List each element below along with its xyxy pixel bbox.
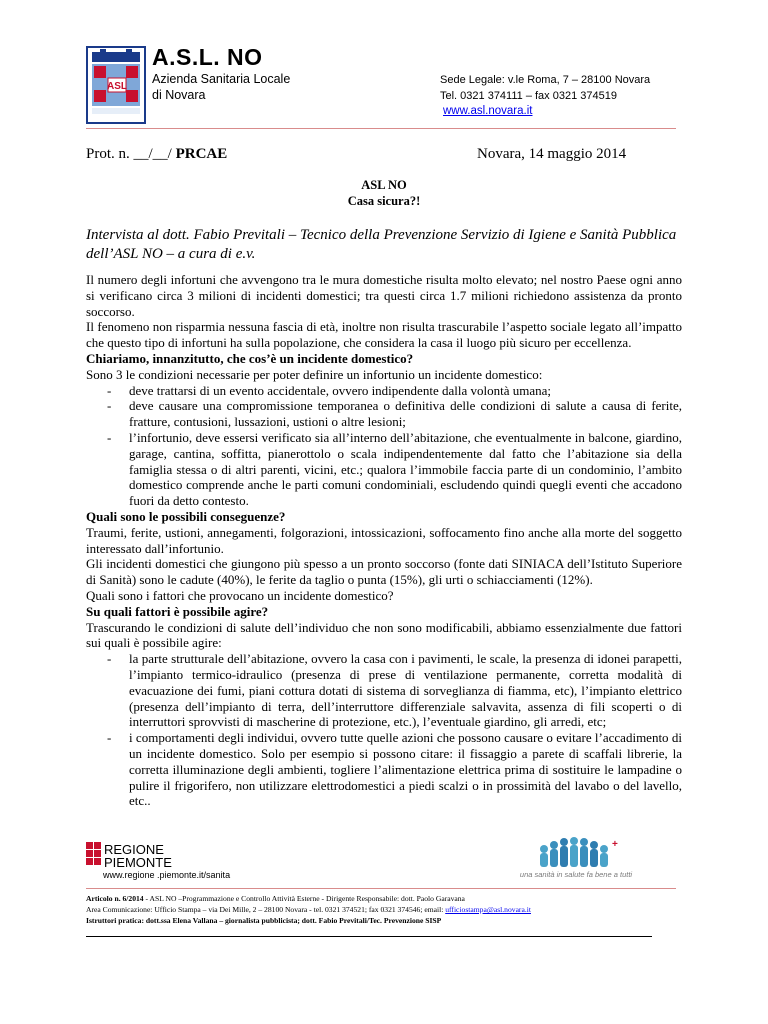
article-number: Articolo n. 6/2014 <box>86 894 144 903</box>
bullet-dash: - <box>107 429 112 445</box>
footer-line-1 <box>86 894 465 903</box>
conditions-list <box>86 383 682 509</box>
regione-label: REGIONE <box>104 842 164 857</box>
paragraph-7: Trascurando le condizioni di salute dell’individuo che non sono modificabili, abbiamo essenzialmente due fattori sui quali è possibile agire: <box>86 619 682 651</box>
svg-text:+: + <box>612 839 618 850</box>
slogan-text: una sanità in salute fa bene a tutti <box>519 870 633 879</box>
footer-line-3: Istruttori pratica: dott.ssa Elena Vallana – giornalista pubblicista; dott. Fabio Previtali/Tec. Prevenzione SISP <box>86 916 442 925</box>
footer-line-2 <box>86 905 531 914</box>
article-body <box>86 272 682 809</box>
paragraph-5: Gli incidenti domestici che giungono più spesso a un pronto soccorso (fonte dati SINIACA dell’Istituto Superiore di Sanità) sono le cadute (40%), le ferite da taglio o punta (15%), gli urti o schiacciamenti (12%). <box>86 556 682 588</box>
brand-title: A.S.L. NO <box>152 44 263 70</box>
intro-paragraph: Intervista al dott. Fabio Previtali – Tecnico della Prevenzione Servizio di Igiene e Sanità Pubblica dell’ASL NO – a cura di e.v. <box>86 227 677 262</box>
list-item-text: deve trattarsi di un evento accidentale, ovvero indipendente dalla volontà umana; <box>129 382 551 398</box>
question-1: Chiariamo, innanzitutto, che cos’è un incidente domestico? <box>86 350 414 366</box>
address-line-1: Sede Legale: v.le Roma, 7 – 28100 Novara <box>440 74 651 86</box>
list-item <box>86 430 682 509</box>
paragraph-2: Il fenomeno non risparmia nessuna fascia di età, inoltre non risulta trascurabile l’aspetto sociale legato all’impatto che questo tipo di infortuni ha sulla popolazione, che considera la casa il luogo più sicuro per eccellenza. <box>86 319 682 351</box>
heading-line-1: ASL NO <box>361 178 407 192</box>
website-link[interactable]: www.asl.novara.it <box>443 105 533 117</box>
bullet-dash: - <box>107 730 112 746</box>
list-item-text: l’infortunio, deve essersi verificato sia all’interno dell’abitazione, che eventualmente in balcone, giardino, garage, cantina, soffitta, pianerottolo o scala indipendentemente dal fatto che l’abitazione sia della famiglia stessa o di altri parenti, vicini, etc.; qualora l’immobile faccia parte di un condominio, l’ambito domestico comprende anche le parti comuni condominiali, escludendo quindi quegli eventi che accadono fuori da detto contesto. <box>129 429 682 509</box>
protocol-prefix: Prot. n. __/__/ <box>86 146 176 162</box>
protocol-number <box>86 146 227 163</box>
document-date: Novara, 14 maggio 2014 <box>477 146 627 162</box>
paragraph-1: Il numero degli infortuni che avvengono tra le mura domestiche risulta molto elevato; nel nostro Paese ogni anno si verificano circa 3 milioni di incidenti domestici; tra questi circa 1.7 milioni richiedono assistenza da pronto soccorso. <box>86 272 682 319</box>
bullet-dash: - <box>107 398 112 414</box>
heading-line-2: Casa sicura?! <box>347 194 421 208</box>
asl-no-logo <box>86 46 146 124</box>
bullet-dash: - <box>107 382 112 398</box>
footer-divider <box>86 888 676 889</box>
email-link[interactable]: ufficiostampa@asl.novara.it <box>445 905 531 914</box>
logo-text: ASL <box>107 81 127 92</box>
list-item-text: deve causare una compromissione temporanea o definitiva delle condizioni di salute a causa di ferite, fratture, contusioni, lussazioni, ustioni o altre lesioni; <box>129 398 682 430</box>
footer-bottom-rule <box>86 936 652 937</box>
brand-subtitle-1: Azienda Sanitaria Locale <box>152 72 291 86</box>
footer-responsible: - ASL NO –Programmazione e Controllo Attività Esterne - Dirigente Responsabile: dott. Paolo Garavana <box>143 894 465 903</box>
list-item-text: i comportamenti degli individui, ovvero tutte quelle azioni che possono causare o evitare l’accadimento di un incidente domestico. Solo per esempio si possono citare: il fissaggio a parete di scaffali librerie, la corretta illuminazione degli ambienti, togliere l’alimentazione elettrica prima di sostituire le lampadine o pulire il frigorifero, non utilizzare elettrodomestici a piedi scalzi o in prossimità del lavabo o del lavello, etc.. <box>129 730 682 809</box>
paragraph-3: Sono 3 le condizioni necessarie per poter definire un infortunio un incidente domestico: <box>86 366 543 382</box>
bullet-dash: - <box>107 651 112 667</box>
factors-list <box>86 651 682 809</box>
list-item <box>86 651 682 730</box>
list-item <box>86 398 682 430</box>
list-item <box>86 383 682 399</box>
list-item-text: la parte strutturale dell’abitazione, ovvero la casa con i pavimenti, le scale, la presenza di idonei parapetti, l’impianto termico-idraulico (presenza di prese di ventilazione permanente, corretta modalità di evacuazione dei fumi, piani cottura dotati di sistema di sorveglianza di fiamma, etc), l’impianto elettrico (presenza dell’impianto di terra, dell’interruttore differenziale salvavita, assenza di fili scoperti o di interruttori sprovvisti di mascherine di protezione, etc.), l’eventuale giardino, gli arredi, etc; <box>129 651 682 730</box>
piemonte-label: PIEMONTE <box>104 855 172 870</box>
paragraph-4: Traumi, ferite, ustioni, annegamenti, folgorazioni, intossicazioni, soffocamento fino anche alla morte del soggetto interessato dall’infortunio. <box>86 524 682 556</box>
protocol-code: PRCAE <box>175 146 228 162</box>
list-item <box>86 730 682 809</box>
footer-contact: Area Comunicazione: Ufficio Stampa – via Dei Mille, 2 – 28100 Novara - tel. 0321 374521; fax 0321 374546; email: <box>86 905 446 914</box>
brand-subtitle-2: di Novara <box>152 88 206 102</box>
sanita-slogan-logo <box>516 827 636 883</box>
paragraph-6: Quali sono i fattori che provocano un incidente domestico? <box>86 587 394 603</box>
regione-url: www.regione .piemonte.it/sanita <box>103 870 231 880</box>
question-3: Su quali fattori è possibile agire? <box>86 603 269 619</box>
header-divider <box>86 128 676 129</box>
address-line-2: Tel. 0321 374111 – fax 0321 374519 <box>440 90 617 102</box>
question-2: Quali sono le possibili conseguenze? <box>86 508 286 524</box>
